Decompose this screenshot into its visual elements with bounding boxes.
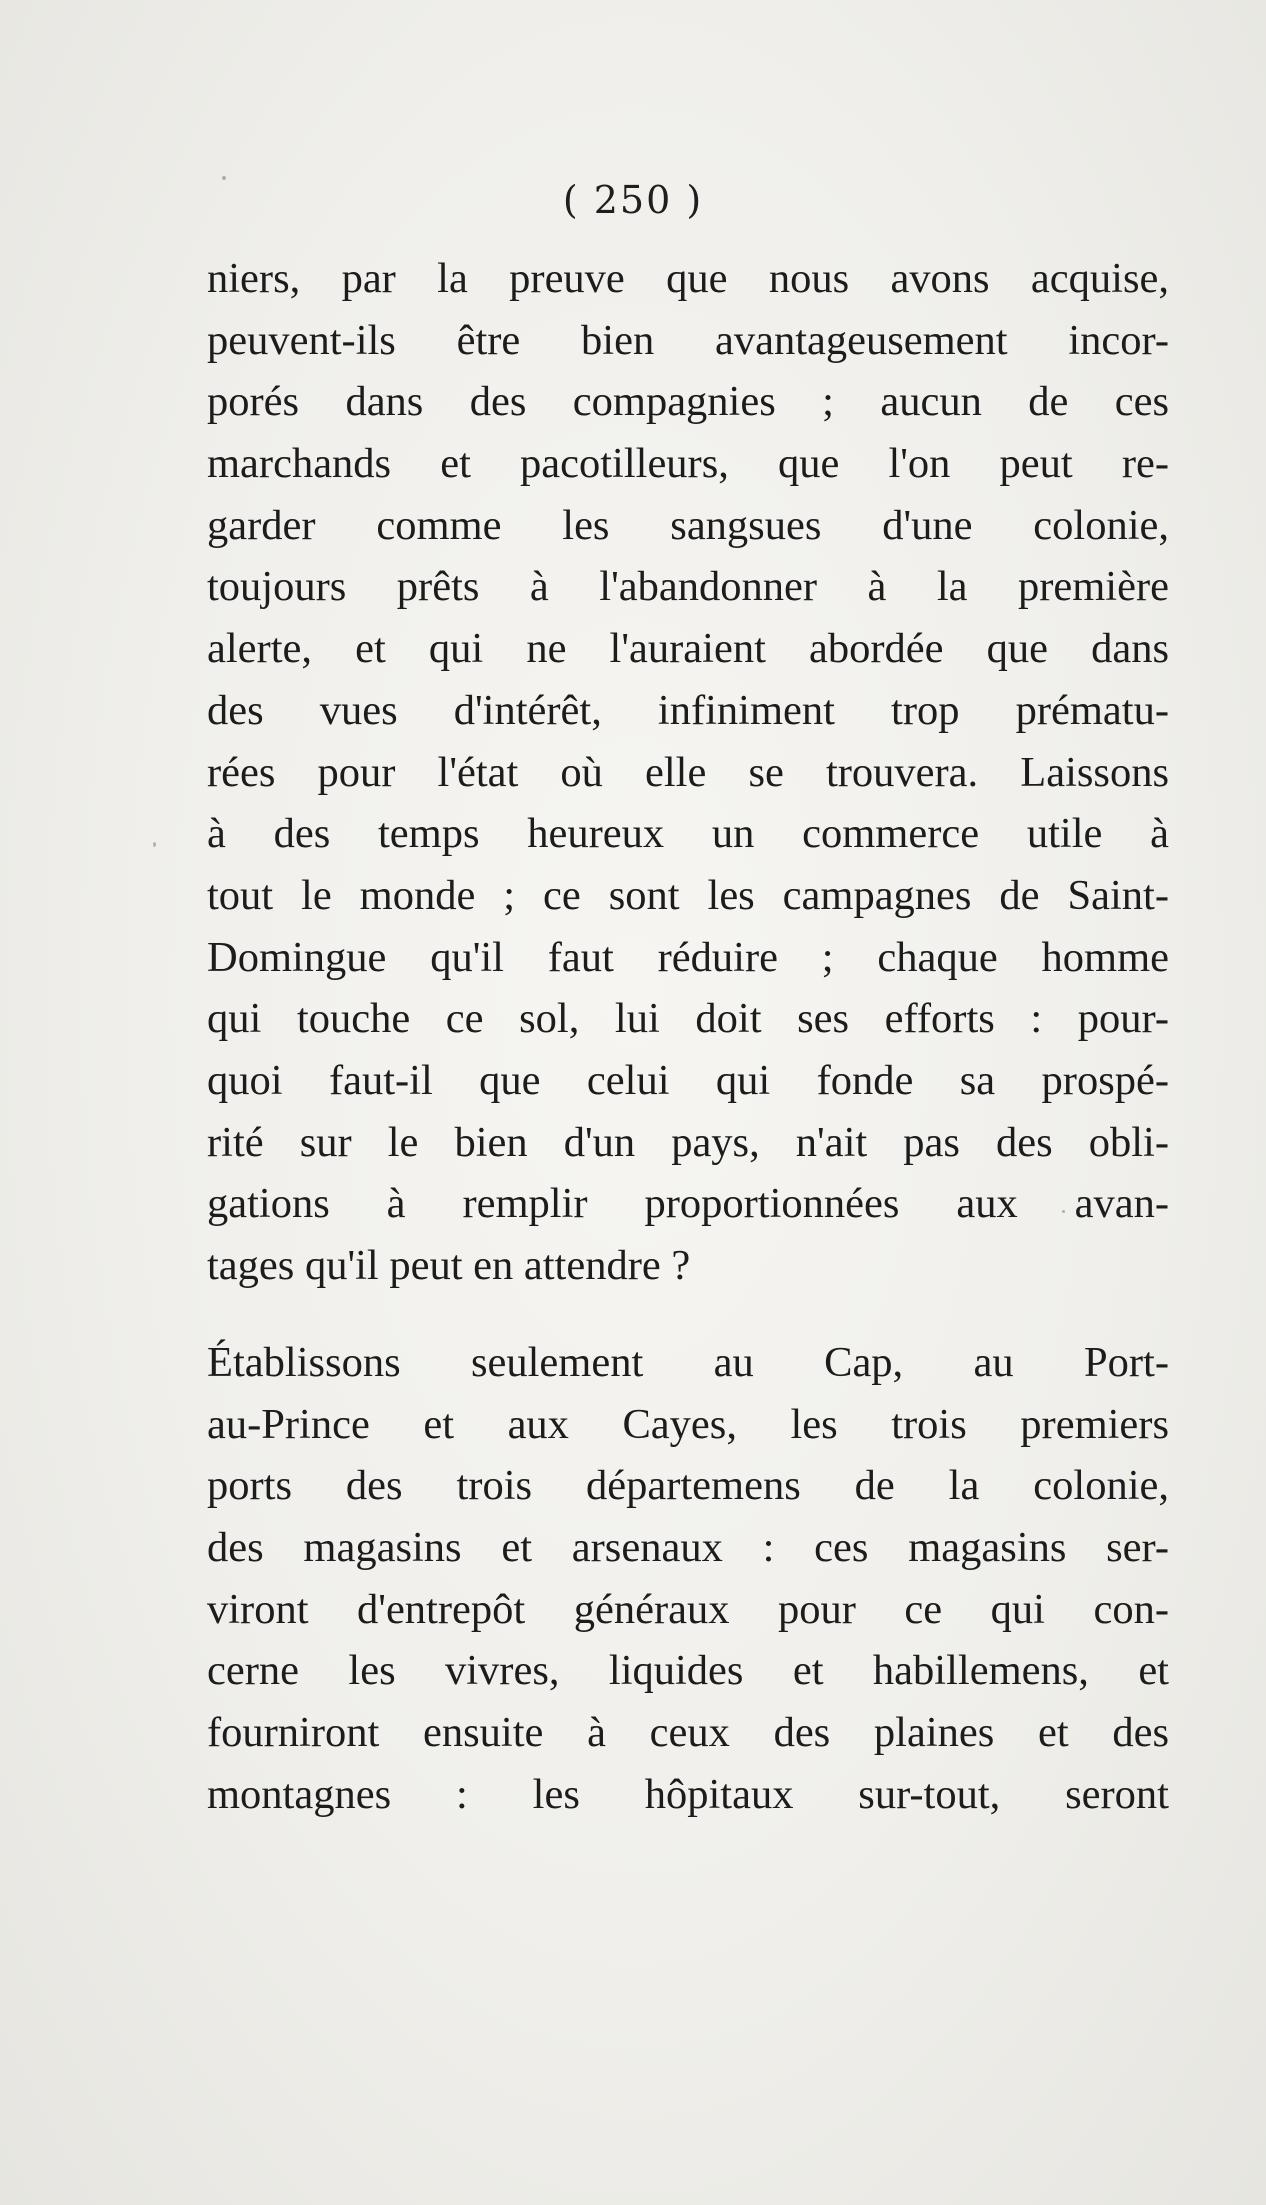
text-line: quoi faut-il que celui qui fonde sa prospé-	[207, 1056, 1169, 1104]
text-line: garder comme les sangsues d'une colonie,	[207, 501, 1169, 549]
text-line: rées pour l'état où elle se trouvera. Laissons	[207, 748, 1169, 796]
text-line: à des temps heureux un commerce utile à	[207, 810, 1169, 858]
paper-speck	[153, 842, 156, 847]
text-line: qui touche ce sol, lui doit ses efforts : pour-	[207, 995, 1169, 1043]
paragraph-2	[207, 1332, 1169, 1826]
text-line: Domingue qu'il faut réduire ; chaque homme	[207, 933, 1169, 981]
text-line: alerte, et qui ne l'auraient abordée que dans	[207, 625, 1169, 673]
page-number: ( 250 )	[562, 178, 704, 222]
text-line: cerne les vivres, liquides et habillemens, et	[207, 1647, 1169, 1695]
text-line: au-Prince et aux Cayes, les trois premiers	[207, 1400, 1169, 1448]
text-line: fourniront ensuite à ceux des plaines et des	[207, 1709, 1169, 1757]
text-line: toujours prêts à l'abandonner à la première	[207, 563, 1169, 611]
text-line: des vues d'intérêt, infiniment trop prématu-	[207, 686, 1169, 734]
text-line: marchands et pacotilleurs, que l'on peut re-	[207, 440, 1169, 488]
text-line: niers, par la preuve que nous avons acquise,	[207, 255, 1169, 302]
paragraph-1	[207, 248, 1169, 1297]
text-line: tout le monde ; ce sont les campagnes de Saint-	[207, 871, 1169, 919]
text-line: rité sur le bien d'un pays, n'ait pas des obli-	[207, 1118, 1169, 1166]
text-line: porés dans des compagnies ; aucun de ces	[207, 378, 1169, 426]
text-line: peuvent-ils être bien avantageusement incor-	[207, 316, 1169, 364]
text-line: tages qu'il peut en attendre ?	[207, 1242, 691, 1289]
text-line: viront d'entrepôt généraux pour ce qui con-	[207, 1585, 1169, 1633]
text-line: ports des trois départemens de la colonie,	[207, 1462, 1169, 1510]
text-line: Établissons seulement au Cap, au Port-	[207, 1339, 1169, 1386]
text-line: des magasins et arsenaux : ces magasins ser-	[207, 1524, 1169, 1572]
text-line: montagnes : les hôpitaux sur-tout, seront	[207, 1770, 1169, 1818]
text-line: gations à remplir proportionnées aux avan-	[207, 1180, 1169, 1228]
